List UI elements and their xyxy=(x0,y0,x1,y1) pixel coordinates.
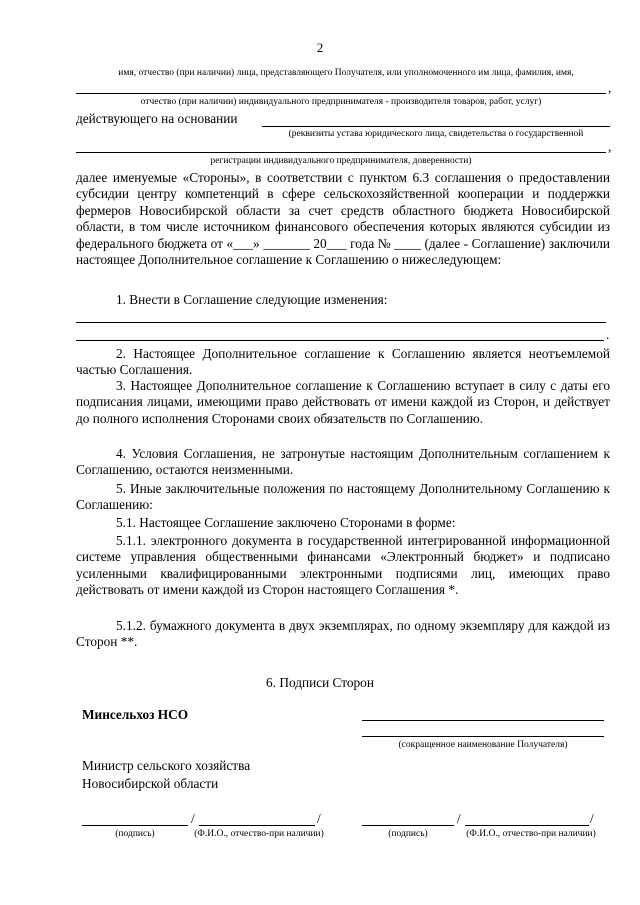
minister-title: Министр сельского хозяйства xyxy=(82,758,251,773)
signature-line-right xyxy=(362,825,454,826)
clause-5: 5. Иные заключительные положения по настоящему Дополнительному Соглашению к Соглашению: xyxy=(76,481,610,513)
changes-line xyxy=(76,340,604,341)
slash: / xyxy=(317,811,321,826)
basis-line-2 xyxy=(76,152,606,153)
clause-5-1-1: 5.1.1. электронного документа в государственной интегрированной информационной системе управления общественными финансами «Электронный бюджет» и подписано усиленными квалифицированными электронными подписями лиц, имеющих право действовать от имени каждой из Сторон настоящего Соглашения *. xyxy=(76,533,610,598)
comma: , xyxy=(608,139,612,154)
minister-region: Новосибирской области xyxy=(82,776,219,791)
clause-1: 1. Внести в Соглашение следующие изменения: xyxy=(116,292,388,307)
changes-line xyxy=(76,322,606,323)
slash: / xyxy=(457,811,461,826)
recipient-caption: (сокращенное наименование Получателя) xyxy=(398,740,568,750)
clause-4: 4. Условия Соглашения, не затронутые настоящим Дополнительным соглашением к Соглашению, остаются неизменными. xyxy=(76,446,610,478)
clause-5-1-2: 5.1.2. бумажного документа в двух экземплярах, по одному экземпляру для каждой из Сторон **. xyxy=(76,618,610,650)
page-number: 2 xyxy=(316,40,324,55)
signature-line-left xyxy=(82,825,188,826)
fio-caption-right: (Ф.И.О., отчество-при наличии) xyxy=(466,829,596,839)
representative-line xyxy=(76,93,606,94)
basis-caption-2: регистрации индивидуального предпринимателя, доверенности) xyxy=(210,156,472,166)
clause-2: 2. Настоящее Дополнительное соглашение к Соглашению является неотъемлемой частью Соглашения. xyxy=(76,346,610,378)
signatures-heading: 6. Подписи Сторон xyxy=(266,675,374,690)
clause-5-1: 5.1. Настоящее Соглашение заключено Сторонами в форме: xyxy=(116,515,456,530)
acting-basis-label: действующего на основании xyxy=(76,111,238,126)
party-left-name: Минсельхоз НСО xyxy=(82,707,189,722)
fio-line-right xyxy=(465,825,589,826)
fio-line-left xyxy=(199,825,315,826)
signature-caption-right: (подпись) xyxy=(388,829,428,839)
basis-caption: (реквизиты устава юридического лица, свидетельства о государственной xyxy=(288,129,584,139)
intro-paragraph: далее именуемые «Стороны», в соответствии с пунктом 6.3 соглашения о предоставлении субсидии центру компетенций в сфере сельскохозяйственной кооперации и поддержки фермеров Новосибирской области за счет средств областного бюджета Новосибирской области, в том числе источником финансового обеспечения которых являются субсидии из федерального бюджета от «___» _______ 20___ года № ____ (далее - Соглашение) заключили настоящее Дополнительное соглашение к Соглашению о нижеследующем: xyxy=(76,170,610,268)
recipient-line xyxy=(362,720,604,721)
representative-caption: имя, отчество (при наличии) лица, представляющего Получателя, или уполномоченного им лица, фамилия, имя, xyxy=(118,68,574,78)
clause-3: 3. Настоящее Дополнительное соглашение к Соглашению вступает в силу с даты его подписания лицами, имеющими право действовать от имени каждой из Сторон, и действует до полного исполнения Сторонами своих обязательств по Соглашению. xyxy=(76,378,610,426)
period: . xyxy=(606,327,610,342)
slash: / xyxy=(191,811,195,826)
slash: / xyxy=(590,811,594,826)
recipient-line xyxy=(362,736,604,737)
basis-line xyxy=(262,126,610,127)
comma: , xyxy=(608,80,612,95)
signature-caption-left: (подпись) xyxy=(115,829,155,839)
entrepreneur-caption: отчество (при наличии) индивидуального предпринимателя - производителя товаров, работ, услуг) xyxy=(140,97,542,107)
fio-caption-left: (Ф.И.О., отчество-при наличии) xyxy=(194,829,324,839)
